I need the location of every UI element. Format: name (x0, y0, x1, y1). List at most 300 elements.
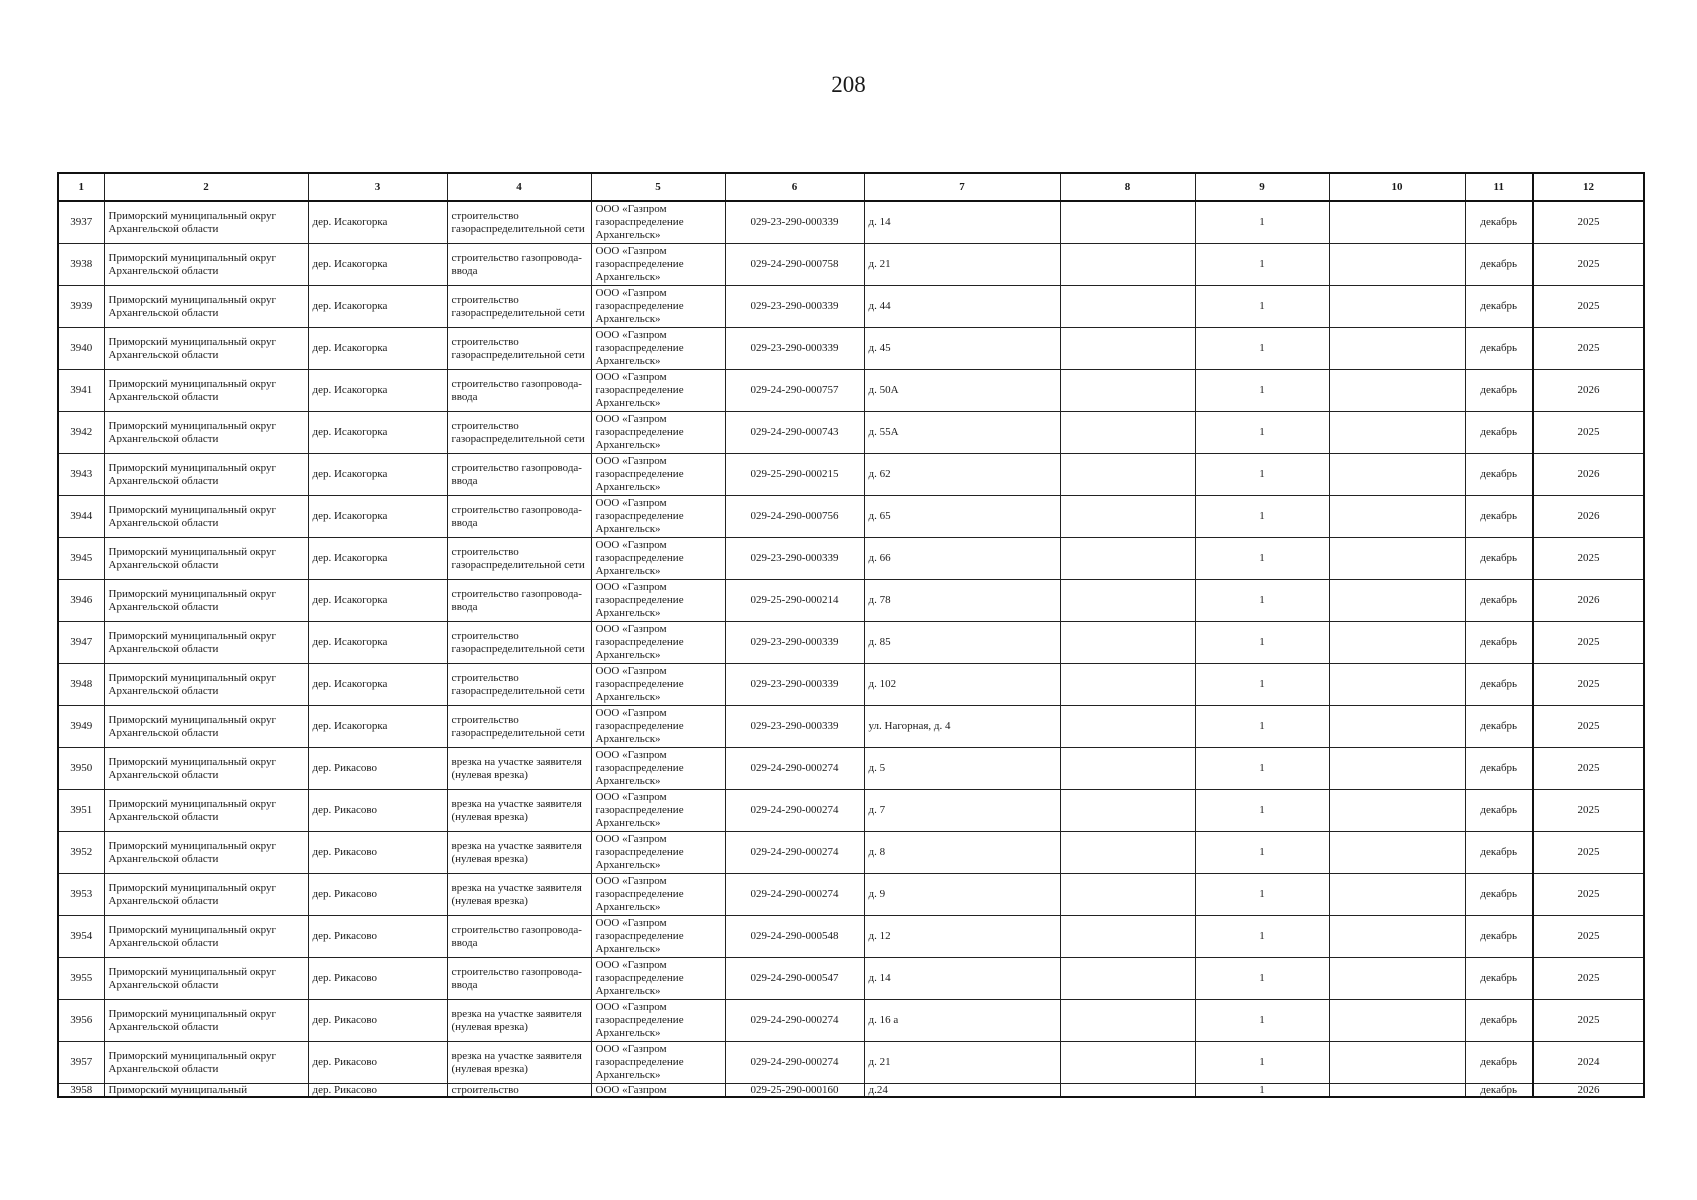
col10-cell (1329, 538, 1465, 580)
col9-cell: 1 (1195, 1042, 1329, 1084)
table-row (58, 328, 1644, 370)
month-cell: декабрь (1465, 1000, 1533, 1042)
col9-cell: 1 (1195, 622, 1329, 664)
organization-cell: ООО «Газпром газораспределение Архангельск» (591, 454, 725, 496)
work-type-cell: строительство газопровода-ввода (447, 580, 591, 622)
col10-cell (1329, 412, 1465, 454)
work-type-cell: строительство газопровода-ввода (447, 496, 591, 538)
year-cell: 2025 (1533, 412, 1644, 454)
table-row (58, 958, 1644, 1000)
row-number: 3943 (58, 454, 104, 496)
address-cell: д. 21 (864, 1042, 1060, 1084)
program-code-cell: 029-24-290-000274 (725, 832, 864, 874)
month-cell: декабрь (1465, 958, 1533, 1000)
municipality-cell: Приморский муниципальный округ Архангельской области (104, 328, 308, 370)
col9-cell: 1 (1195, 370, 1329, 412)
work-type-cell: строительство газораспределительной сети (447, 538, 591, 580)
header-cell: 10 (1329, 173, 1465, 201)
municipality-cell: Приморский муниципальный округ Архангельской области (104, 1000, 308, 1042)
address-cell: д. 9 (864, 874, 1060, 916)
month-cell: декабрь (1465, 1042, 1533, 1084)
col9-cell: 1 (1195, 201, 1329, 244)
col10-cell (1329, 790, 1465, 832)
address-cell: д. 85 (864, 622, 1060, 664)
col8-cell (1060, 832, 1195, 874)
col9-cell: 1 (1195, 496, 1329, 538)
table-row (58, 706, 1644, 748)
col9-cell: 1 (1195, 958, 1329, 1000)
table-row (58, 538, 1644, 580)
year-cell: 2025 (1533, 874, 1644, 916)
col9-cell: 1 (1195, 286, 1329, 328)
work-type-cell: врезка на участке заявителя (нулевая врезка) (447, 1000, 591, 1042)
col9-cell: 1 (1195, 664, 1329, 706)
col9-cell: 1 (1195, 916, 1329, 958)
settlement-cell: дер. Рикасово (308, 1000, 447, 1042)
header-cell: 8 (1060, 173, 1195, 201)
municipality-cell: Приморский муниципальный округ Архангельской области (104, 664, 308, 706)
row-number: 3954 (58, 916, 104, 958)
col9-cell: 1 (1195, 832, 1329, 874)
organization-cell: ООО «Газпром газораспределение Архангельск» (591, 748, 725, 790)
table-row (58, 832, 1644, 874)
address-cell: д. 5 (864, 748, 1060, 790)
program-code-cell: 029-24-290-000274 (725, 1042, 864, 1084)
header-cell: 2 (104, 173, 308, 201)
address-cell: д. 12 (864, 916, 1060, 958)
settlement-cell: дер. Исакогорка (308, 370, 447, 412)
settlement-cell: дер. Исакогорка (308, 538, 447, 580)
month-cell: декабрь (1465, 664, 1533, 706)
col8-cell (1060, 454, 1195, 496)
year-cell: 2025 (1533, 244, 1644, 286)
address-cell: д. 14 (864, 201, 1060, 244)
settlement-cell: дер. Рикасово (308, 748, 447, 790)
organization-cell: ООО «Газпром (591, 1084, 725, 1098)
col10-cell (1329, 454, 1465, 496)
organization-cell: ООО «Газпром газораспределение Архангельск» (591, 790, 725, 832)
col10-cell (1329, 580, 1465, 622)
program-code-cell: 029-24-290-000274 (725, 1000, 864, 1042)
table-row (58, 454, 1644, 496)
organization-cell: ООО «Газпром газораспределение Архангельск» (591, 201, 725, 244)
year-cell: 2025 (1533, 664, 1644, 706)
col10-cell (1329, 622, 1465, 664)
table-row (58, 496, 1644, 538)
month-cell: декабрь (1465, 874, 1533, 916)
organization-cell: ООО «Газпром газораспределение Архангельск» (591, 916, 725, 958)
work-type-cell: строительство газопровода-ввода (447, 244, 591, 286)
year-cell: 2025 (1533, 1000, 1644, 1042)
program-code-cell: 029-23-290-000339 (725, 706, 864, 748)
year-cell: 2024 (1533, 1042, 1644, 1084)
month-cell: декабрь (1465, 412, 1533, 454)
settlement-cell: дер. Рикасово (308, 958, 447, 1000)
row-number: 3951 (58, 790, 104, 832)
month-cell: декабрь (1465, 201, 1533, 244)
program-code-cell: 029-24-290-000547 (725, 958, 864, 1000)
col10-cell (1329, 1042, 1465, 1084)
month-cell: декабрь (1465, 370, 1533, 412)
row-number: 3945 (58, 538, 104, 580)
col10-cell (1329, 958, 1465, 1000)
row-number: 3953 (58, 874, 104, 916)
settlement-cell: дер. Исакогорка (308, 244, 447, 286)
col9-cell: 1 (1195, 580, 1329, 622)
col8-cell (1060, 1000, 1195, 1042)
address-cell: д. 21 (864, 244, 1060, 286)
settlement-cell: дер. Исакогорка (308, 622, 447, 664)
month-cell: декабрь (1465, 244, 1533, 286)
header-cell: 6 (725, 173, 864, 201)
organization-cell: ООО «Газпром газораспределение Архангельск» (591, 874, 725, 916)
municipality-cell: Приморский муниципальный (104, 1084, 308, 1098)
settlement-cell: дер. Рикасово (308, 1084, 447, 1098)
table-row (58, 790, 1644, 832)
year-cell: 2026 (1533, 454, 1644, 496)
row-number: 3955 (58, 958, 104, 1000)
year-cell: 2025 (1533, 328, 1644, 370)
table-row (58, 580, 1644, 622)
col8-cell (1060, 1084, 1195, 1098)
row-number: 3942 (58, 412, 104, 454)
row-number: 3952 (58, 832, 104, 874)
year-cell: 2026 (1533, 1084, 1644, 1098)
municipality-cell: Приморский муниципальный округ Архангельской области (104, 706, 308, 748)
col10-cell (1329, 496, 1465, 538)
municipality-cell: Приморский муниципальный округ Архангельской области (104, 244, 308, 286)
work-type-cell: строительство газораспределительной сети (447, 286, 591, 328)
organization-cell: ООО «Газпром газораспределение Архангельск» (591, 286, 725, 328)
settlement-cell: дер. Исакогорка (308, 412, 447, 454)
work-type-cell: строительство газораспределительной сети (447, 201, 591, 244)
year-cell: 2025 (1533, 832, 1644, 874)
col8-cell (1060, 874, 1195, 916)
col8-cell (1060, 790, 1195, 832)
year-cell: 2025 (1533, 201, 1644, 244)
month-cell: декабрь (1465, 1084, 1533, 1098)
month-cell: декабрь (1465, 496, 1533, 538)
organization-cell: ООО «Газпром газораспределение Архангельск» (591, 244, 725, 286)
row-number: 3940 (58, 328, 104, 370)
col10-cell (1329, 748, 1465, 790)
municipality-cell: Приморский муниципальный округ Архангельской области (104, 370, 308, 412)
col8-cell (1060, 748, 1195, 790)
col8-cell (1060, 1042, 1195, 1084)
header-row (58, 173, 1644, 201)
row-number: 3938 (58, 244, 104, 286)
work-type-cell: строительство газопровода-ввода (447, 958, 591, 1000)
settlement-cell: дер. Исакогорка (308, 328, 447, 370)
row-number: 3941 (58, 370, 104, 412)
work-type-cell: врезка на участке заявителя (нулевая врезка) (447, 874, 591, 916)
gasification-registry-table (57, 172, 1645, 1098)
header-cell: 12 (1533, 173, 1644, 201)
col10-cell (1329, 1000, 1465, 1042)
settlement-cell: дер. Рикасово (308, 874, 447, 916)
table-row (58, 1084, 1644, 1098)
col10-cell (1329, 874, 1465, 916)
address-cell: д. 62 (864, 454, 1060, 496)
col8-cell (1060, 244, 1195, 286)
month-cell: декабрь (1465, 916, 1533, 958)
municipality-cell: Приморский муниципальный округ Архангельской области (104, 1042, 308, 1084)
table-row (58, 1000, 1644, 1042)
month-cell: декабрь (1465, 328, 1533, 370)
month-cell: декабрь (1465, 580, 1533, 622)
work-type-cell: строительство газопровода-ввода (447, 370, 591, 412)
table-row (58, 748, 1644, 790)
col8-cell (1060, 916, 1195, 958)
col10-cell (1329, 370, 1465, 412)
municipality-cell: Приморский муниципальный округ Архангельской области (104, 748, 308, 790)
program-code-cell: 029-23-290-000339 (725, 286, 864, 328)
month-cell: декабрь (1465, 706, 1533, 748)
header-cell: 9 (1195, 173, 1329, 201)
program-code-cell: 029-24-290-000743 (725, 412, 864, 454)
row-number: 3939 (58, 286, 104, 328)
table-row (58, 201, 1644, 244)
work-type-cell: строительство (447, 1084, 591, 1098)
address-cell: д. 8 (864, 832, 1060, 874)
address-cell: д. 16 а (864, 1000, 1060, 1042)
month-cell: декабрь (1465, 832, 1533, 874)
header-cell: 7 (864, 173, 1060, 201)
table-row (58, 622, 1644, 664)
row-number: 3944 (58, 496, 104, 538)
program-code-cell: 029-24-290-000274 (725, 790, 864, 832)
municipality-cell: Приморский муниципальный округ Архангельской области (104, 916, 308, 958)
address-cell: д. 14 (864, 958, 1060, 1000)
col9-cell: 1 (1195, 412, 1329, 454)
work-type-cell: врезка на участке заявителя (нулевая врезка) (447, 748, 591, 790)
year-cell: 2025 (1533, 286, 1644, 328)
col9-cell: 1 (1195, 538, 1329, 580)
col9-cell: 1 (1195, 1000, 1329, 1042)
col8-cell (1060, 201, 1195, 244)
month-cell: декабрь (1465, 622, 1533, 664)
municipality-cell: Приморский муниципальный округ Архангельской области (104, 412, 308, 454)
settlement-cell: дер. Исакогорка (308, 201, 447, 244)
table-row (58, 874, 1644, 916)
year-cell: 2025 (1533, 958, 1644, 1000)
row-number: 3958 (58, 1084, 104, 1098)
col9-cell: 1 (1195, 874, 1329, 916)
row-number: 3950 (58, 748, 104, 790)
address-cell: д. 66 (864, 538, 1060, 580)
col10-cell (1329, 286, 1465, 328)
settlement-cell: дер. Исакогорка (308, 286, 447, 328)
header-cell: 11 (1465, 173, 1533, 201)
program-code-cell: 029-23-290-000339 (725, 328, 864, 370)
address-cell: д. 55А (864, 412, 1060, 454)
organization-cell: ООО «Газпром газораспределение Архангельск» (591, 370, 725, 412)
table-row (58, 916, 1644, 958)
program-code-cell: 029-24-290-000757 (725, 370, 864, 412)
col10-cell (1329, 706, 1465, 748)
settlement-cell: дер. Исакогорка (308, 706, 447, 748)
address-cell: д.24 (864, 1084, 1060, 1098)
row-number: 3946 (58, 580, 104, 622)
address-cell: д. 50А (864, 370, 1060, 412)
address-cell: д. 65 (864, 496, 1060, 538)
organization-cell: ООО «Газпром газораспределение Архангельск» (591, 664, 725, 706)
page-number: 208 (831, 72, 866, 97)
municipality-cell: Приморский муниципальный округ Архангельской области (104, 958, 308, 1000)
header-cell: 1 (58, 173, 104, 201)
program-code-cell: 029-25-290-000160 (725, 1084, 864, 1098)
settlement-cell: дер. Исакогорка (308, 454, 447, 496)
col8-cell (1060, 412, 1195, 454)
col8-cell (1060, 286, 1195, 328)
col10-cell (1329, 832, 1465, 874)
program-code-cell: 029-24-290-000756 (725, 496, 864, 538)
year-cell: 2026 (1533, 496, 1644, 538)
month-cell: декабрь (1465, 454, 1533, 496)
table-row (58, 370, 1644, 412)
col10-cell (1329, 328, 1465, 370)
address-cell: д. 44 (864, 286, 1060, 328)
work-type-cell: строительство газораспределительной сети (447, 706, 591, 748)
col8-cell (1060, 580, 1195, 622)
table-body (58, 201, 1644, 1097)
municipality-cell: Приморский муниципальный округ Архангельской области (104, 454, 308, 496)
col8-cell (1060, 328, 1195, 370)
col9-cell: 1 (1195, 706, 1329, 748)
col10-cell (1329, 916, 1465, 958)
program-code-cell: 029-24-290-000758 (725, 244, 864, 286)
col8-cell (1060, 622, 1195, 664)
month-cell: декабрь (1465, 748, 1533, 790)
municipality-cell: Приморский муниципальный округ Архангельской области (104, 201, 308, 244)
col9-cell: 1 (1195, 748, 1329, 790)
work-type-cell: строительство газопровода-ввода (447, 916, 591, 958)
organization-cell: ООО «Газпром газораспределение Архангельск» (591, 832, 725, 874)
program-code-cell: 029-24-290-000274 (725, 748, 864, 790)
settlement-cell: дер. Исакогорка (308, 664, 447, 706)
municipality-cell: Приморский муниципальный округ Архангельской области (104, 286, 308, 328)
header-cell: 4 (447, 173, 591, 201)
organization-cell: ООО «Газпром газораспределение Архангельск» (591, 622, 725, 664)
col8-cell (1060, 664, 1195, 706)
row-number: 3949 (58, 706, 104, 748)
header-cell: 3 (308, 173, 447, 201)
col8-cell (1060, 538, 1195, 580)
address-cell: д. 45 (864, 328, 1060, 370)
row-number: 3937 (58, 201, 104, 244)
month-cell: декабрь (1465, 286, 1533, 328)
program-code-cell: 029-25-290-000215 (725, 454, 864, 496)
organization-cell: ООО «Газпром газораспределение Архангельск» (591, 496, 725, 538)
row-number: 3957 (58, 1042, 104, 1084)
organization-cell: ООО «Газпром газораспределение Архангельск» (591, 706, 725, 748)
organization-cell: ООО «Газпром газораспределение Архангельск» (591, 328, 725, 370)
table-row (58, 664, 1644, 706)
table-row (58, 1042, 1644, 1084)
col10-cell (1329, 244, 1465, 286)
address-cell: д. 7 (864, 790, 1060, 832)
municipality-cell: Приморский муниципальный округ Архангельской области (104, 832, 308, 874)
col9-cell: 1 (1195, 328, 1329, 370)
col9-cell: 1 (1195, 1084, 1329, 1098)
year-cell: 2026 (1533, 370, 1644, 412)
settlement-cell: дер. Рикасово (308, 832, 447, 874)
col9-cell: 1 (1195, 244, 1329, 286)
program-code-cell: 029-25-290-000214 (725, 580, 864, 622)
year-cell: 2025 (1533, 622, 1644, 664)
municipality-cell: Приморский муниципальный округ Архангельской области (104, 496, 308, 538)
table-row (58, 412, 1644, 454)
program-code-cell: 029-24-290-000548 (725, 916, 864, 958)
col8-cell (1060, 958, 1195, 1000)
organization-cell: ООО «Газпром газораспределение Архангельск» (591, 538, 725, 580)
col10-cell (1329, 664, 1465, 706)
work-type-cell: строительство газопровода-ввода (447, 454, 591, 496)
organization-cell: ООО «Газпром газораспределение Архангельск» (591, 1042, 725, 1084)
col9-cell: 1 (1195, 454, 1329, 496)
month-cell: декабрь (1465, 538, 1533, 580)
col9-cell: 1 (1195, 790, 1329, 832)
row-number: 3956 (58, 1000, 104, 1042)
program-code-cell: 029-24-290-000274 (725, 874, 864, 916)
municipality-cell: Приморский муниципальный округ Архангельской области (104, 580, 308, 622)
col8-cell (1060, 370, 1195, 412)
col10-cell (1329, 1084, 1465, 1098)
row-number: 3948 (58, 664, 104, 706)
work-type-cell: строительство газораспределительной сети (447, 328, 591, 370)
work-type-cell: врезка на участке заявителя (нулевая врезка) (447, 790, 591, 832)
municipality-cell: Приморский муниципальный округ Архангельской области (104, 874, 308, 916)
organization-cell: ООО «Газпром газораспределение Архангельск» (591, 412, 725, 454)
year-cell: 2025 (1533, 748, 1644, 790)
address-cell: д. 102 (864, 664, 1060, 706)
year-cell: 2025 (1533, 538, 1644, 580)
work-type-cell: строительство газораспределительной сети (447, 622, 591, 664)
table-row (58, 244, 1644, 286)
organization-cell: ООО «Газпром газораспределение Архангельск» (591, 958, 725, 1000)
municipality-cell: Приморский муниципальный округ Архангельской области (104, 622, 308, 664)
table-row (58, 286, 1644, 328)
address-cell: д. 78 (864, 580, 1060, 622)
year-cell: 2025 (1533, 916, 1644, 958)
year-cell: 2025 (1533, 706, 1644, 748)
settlement-cell: дер. Рикасово (308, 790, 447, 832)
municipality-cell: Приморский муниципальный округ Архангельской области (104, 790, 308, 832)
municipality-cell: Приморский муниципальный округ Архангельской области (104, 538, 308, 580)
settlement-cell: дер. Исакогорка (308, 496, 447, 538)
program-code-cell: 029-23-290-000339 (725, 664, 864, 706)
program-code-cell: 029-23-290-000339 (725, 622, 864, 664)
month-cell: декабрь (1465, 790, 1533, 832)
address-cell: ул. Нагорная, д. 4 (864, 706, 1060, 748)
work-type-cell: врезка на участке заявителя (нулевая врезка) (447, 1042, 591, 1084)
year-cell: 2026 (1533, 580, 1644, 622)
work-type-cell: строительство газораспределительной сети (447, 412, 591, 454)
work-type-cell: врезка на участке заявителя (нулевая врезка) (447, 832, 591, 874)
col10-cell (1329, 201, 1465, 244)
work-type-cell: строительство газораспределительной сети (447, 664, 591, 706)
organization-cell: ООО «Газпром газораспределение Архангельск» (591, 1000, 725, 1042)
settlement-cell: дер. Исакогорка (308, 580, 447, 622)
program-code-cell: 029-23-290-000339 (725, 201, 864, 244)
organization-cell: ООО «Газпром газораспределение Архангельск» (591, 580, 725, 622)
header-cell: 5 (591, 173, 725, 201)
col8-cell (1060, 496, 1195, 538)
row-number: 3947 (58, 622, 104, 664)
settlement-cell: дер. Рикасово (308, 916, 447, 958)
col8-cell (1060, 706, 1195, 748)
year-cell: 2025 (1533, 790, 1644, 832)
